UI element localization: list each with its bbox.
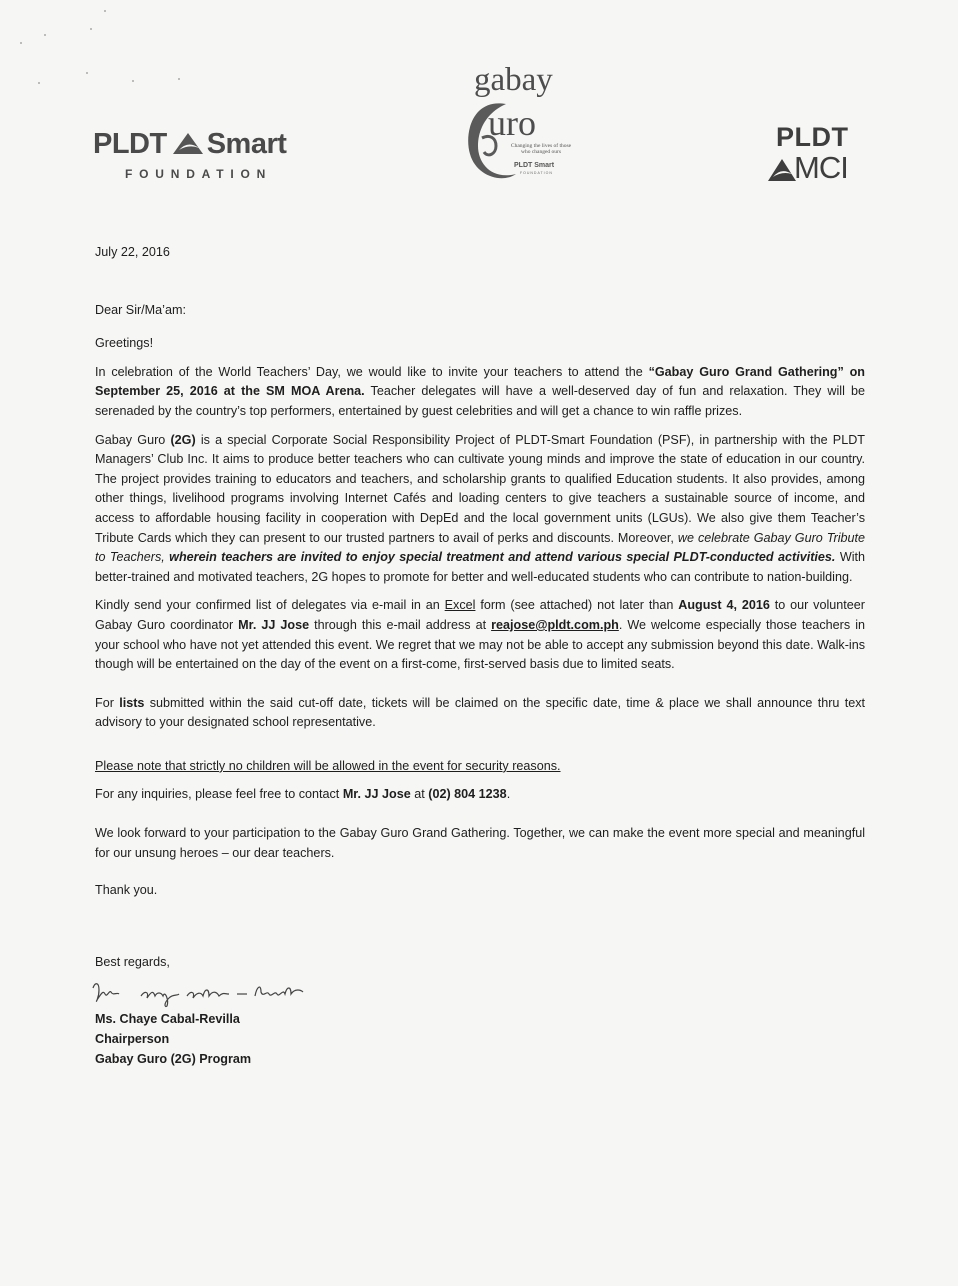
signatory-org: Gabay Guro (2G) Program xyxy=(95,1051,252,1066)
scan-speck xyxy=(90,28,92,30)
text-run: through this e-mail address at xyxy=(309,617,492,632)
text-italic: we celebrate Gabay Guro Tribute to Teachers, xyxy=(95,530,866,565)
paragraph-inquiries xyxy=(95,785,865,805)
excel-text: Excel xyxy=(444,598,476,613)
text-run: at xyxy=(410,787,429,802)
letter-body xyxy=(95,243,865,1069)
text-run: Gabay Guro xyxy=(95,432,171,447)
paragraph-tickets xyxy=(95,694,865,733)
scan-speck xyxy=(86,72,88,74)
text-run: For xyxy=(95,695,120,710)
logo-foundation-text: FOUNDATION xyxy=(125,167,273,181)
text-bold-italic: wherein teachers are invited to enjoy special treatment and attend various special PLDT-conducted activities. xyxy=(169,550,836,565)
text-run: . xyxy=(506,787,511,802)
logo-guro-text: uro xyxy=(488,103,536,143)
signatory-block xyxy=(95,1010,865,1069)
text-run: Teacher delegates will have a well-deserved day of fun and relaxation. They will be serenaded by the country’s top performers, entertained by guest celebrities and will get a chance to win raffle prizes. xyxy=(95,384,865,418)
text-bold: lists xyxy=(119,695,145,710)
contact-phone: (02) 804 1238 xyxy=(428,787,507,802)
text-run: . We welcome especially those teachers in your school who have not yet attended this event. We regret that we may not be able to accept any submission beyond this date. Walk-ins though will be entertained on the day of the event on a first-come, first-served basis due to limited seats. xyxy=(95,617,865,672)
thank-you: Thank you. xyxy=(95,883,158,898)
text-run: submitted within the said cut-off date, tickets will be claimed on the specific date, time & place we shall announce thru text advisory to your designated school representative. xyxy=(95,695,866,730)
paragraph-about-2g xyxy=(95,431,865,588)
salutation: Dear Sir/Ma’am: xyxy=(95,302,186,317)
text-run: form (see attached) not later than xyxy=(475,598,679,613)
letter-date: July 22, 2016 xyxy=(95,245,170,259)
signatory-title: Chairperson xyxy=(95,1032,170,1047)
coordinator-name: Mr. JJ Jose xyxy=(238,617,310,632)
text-run: Kindly send your confirmed list of delegates via e-mail in an xyxy=(95,598,445,613)
text-run: to our volunteer Gabay Guro coordinator xyxy=(95,598,865,632)
logo-mci-pldt-text: PLDT xyxy=(776,122,849,152)
scan-speck xyxy=(38,82,40,84)
scan-speck xyxy=(132,80,134,82)
logo-brand-foundation: FOUNDATION xyxy=(520,171,553,175)
scan-speck xyxy=(104,10,106,12)
text-run: is a special Corporate Social Responsibility Project of PLDT-Smart Foundation (PSF), in partnership with the PLDT Managers’ Club Inc. It aims to produce better teachers who can cultivate young minds and improve the state of education in our country. The project provides training to educators and teachers, and scholarship grants to qualified Education students. It also provides, among other things, livelihood programs involving Internet Cafés and loading centers to give teachers a sustainable source of income, and access to affordable housing facility in cooperation with DepEd and the local government units (LGUs). We also give them Teacher’s Tribute Cards which they can present to our trusted partners to avail of perks and discounts. Moreover, xyxy=(95,432,865,545)
paragraph-submission xyxy=(95,596,865,674)
scan-speck xyxy=(44,34,46,36)
logo-brand-text: PLDT Smart xyxy=(514,162,555,169)
gabay-guro-logo xyxy=(462,62,586,184)
logo-mci-text: MCI xyxy=(794,150,848,185)
signatory-name: Ms. Chaye Cabal-Revilla xyxy=(95,1012,240,1027)
pldt-smart-foundation-logo xyxy=(93,124,333,186)
handwritten-signature xyxy=(91,978,361,1010)
email-address: reajose@pldt.com.ph xyxy=(491,617,619,632)
logo-gabay-text: gabay xyxy=(474,62,553,98)
deadline-date: August 4, 2016 xyxy=(678,598,770,613)
paragraph-invitation xyxy=(95,363,865,422)
text-run: With better-trained and motivated teachers, 2G hopes to promote for better and well-educated students who can contribute to nation-building. xyxy=(95,550,866,584)
text-run: In celebration of the World Teachers’ Day, we would like to invite your teachers to attend the xyxy=(95,364,649,379)
security-note: Please note that strictly no children will be allowed in the event for security reasons. xyxy=(95,758,561,773)
paragraph-closing: We look forward to your participation to the Gabay Guro Grand Gathering. Together, we can make the event more special and meaningful for our unsung heroes – our dear teachers. xyxy=(95,826,865,860)
contact-name: Mr. JJ Jose xyxy=(342,787,411,802)
event-details: “Gabay Guro Grand Gathering” on September 25, 2016 at the SM MOA Arena. xyxy=(95,364,865,399)
logo-tagline: Changing the lives of those who changed ours xyxy=(510,143,572,155)
smart-triangle-icon xyxy=(171,130,205,158)
logo-pldt-text: PLDT xyxy=(93,127,167,160)
text-run: For any inquiries, please feel free to contact xyxy=(95,787,343,802)
logo-smart-text: Smart xyxy=(206,127,287,160)
text-bold: (2G) xyxy=(170,432,196,447)
greeting: Greetings! xyxy=(95,336,154,351)
best-regards: Best regards, xyxy=(95,954,170,969)
scan-speck xyxy=(20,42,22,44)
scan-speck xyxy=(178,78,180,80)
pldt-mci-logo xyxy=(764,124,864,188)
